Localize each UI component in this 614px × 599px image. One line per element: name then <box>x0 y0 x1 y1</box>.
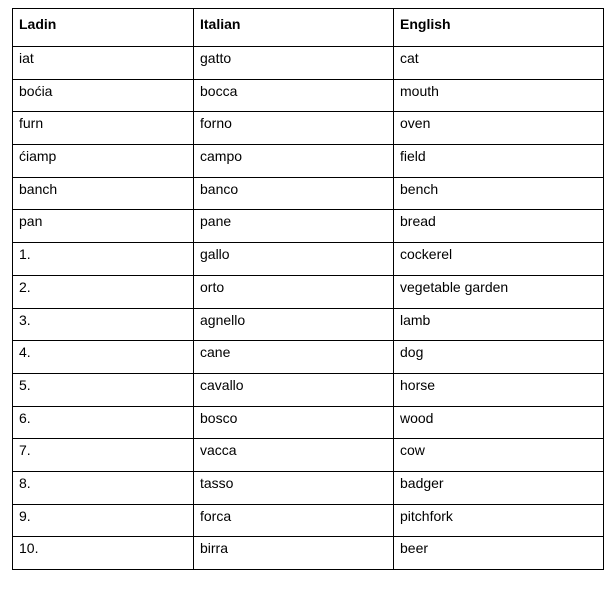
cell-ladin: furn <box>13 112 194 145</box>
cell-english: cat <box>394 47 604 80</box>
cell-english: field <box>394 145 604 178</box>
table-row <box>13 275 604 308</box>
cell-english: pitchfork <box>394 504 604 537</box>
cell-ladin: boćia <box>13 79 194 112</box>
table-row <box>13 243 604 276</box>
cell-italian: forno <box>194 112 394 145</box>
cell-italian: orto <box>194 275 394 308</box>
cell-italian: banco <box>194 177 394 210</box>
cell-italian: vacca <box>194 439 394 472</box>
table-row <box>13 79 604 112</box>
cell-italian: gallo <box>194 243 394 276</box>
table-header <box>13 9 604 47</box>
header-italian: Italian <box>194 9 394 47</box>
table-row <box>13 373 604 406</box>
cell-italian: birra <box>194 537 394 570</box>
table-row <box>13 177 604 210</box>
cell-italian: bosco <box>194 406 394 439</box>
cell-italian: agnello <box>194 308 394 341</box>
table-row <box>13 308 604 341</box>
cell-ladin: 2. <box>13 275 194 308</box>
cell-ladin: banch <box>13 177 194 210</box>
table-row <box>13 47 604 80</box>
table-row <box>13 504 604 537</box>
cell-ladin: 6. <box>13 406 194 439</box>
table-row <box>13 471 604 504</box>
cell-italian: gatto <box>194 47 394 80</box>
table-row <box>13 439 604 472</box>
header-row <box>13 9 604 47</box>
cell-ladin: 9. <box>13 504 194 537</box>
cell-english: wood <box>394 406 604 439</box>
cell-ladin: 8. <box>13 471 194 504</box>
cell-ladin: iat <box>13 47 194 80</box>
table-row <box>13 537 604 570</box>
cell-italian: pane <box>194 210 394 243</box>
cell-italian: campo <box>194 145 394 178</box>
cell-ladin: pan <box>13 210 194 243</box>
cell-english: dog <box>394 341 604 374</box>
cell-ladin: 5. <box>13 373 194 406</box>
vocabulary-table <box>12 8 604 570</box>
cell-italian: cane <box>194 341 394 374</box>
cell-ladin: 7. <box>13 439 194 472</box>
table-row <box>13 406 604 439</box>
cell-english: bench <box>394 177 604 210</box>
cell-english: horse <box>394 373 604 406</box>
header-english: English <box>394 9 604 47</box>
cell-english: badger <box>394 471 604 504</box>
table-row <box>13 210 604 243</box>
table-row <box>13 341 604 374</box>
cell-english: cow <box>394 439 604 472</box>
table-body <box>13 47 604 570</box>
cell-italian: cavallo <box>194 373 394 406</box>
cell-ladin: 4. <box>13 341 194 374</box>
cell-italian: bocca <box>194 79 394 112</box>
cell-english: bread <box>394 210 604 243</box>
cell-ladin: 1. <box>13 243 194 276</box>
cell-ladin: 3. <box>13 308 194 341</box>
cell-italian: forca <box>194 504 394 537</box>
cell-english: oven <box>394 112 604 145</box>
cell-english: cockerel <box>394 243 604 276</box>
cell-english: beer <box>394 537 604 570</box>
header-ladin: Ladin <box>13 9 194 47</box>
cell-ladin: ćiamp <box>13 145 194 178</box>
cell-english: mouth <box>394 79 604 112</box>
cell-english: lamb <box>394 308 604 341</box>
cell-english: vegetable garden <box>394 275 604 308</box>
table-row <box>13 112 604 145</box>
cell-ladin: 10. <box>13 537 194 570</box>
cell-italian: tasso <box>194 471 394 504</box>
table-row <box>13 145 604 178</box>
